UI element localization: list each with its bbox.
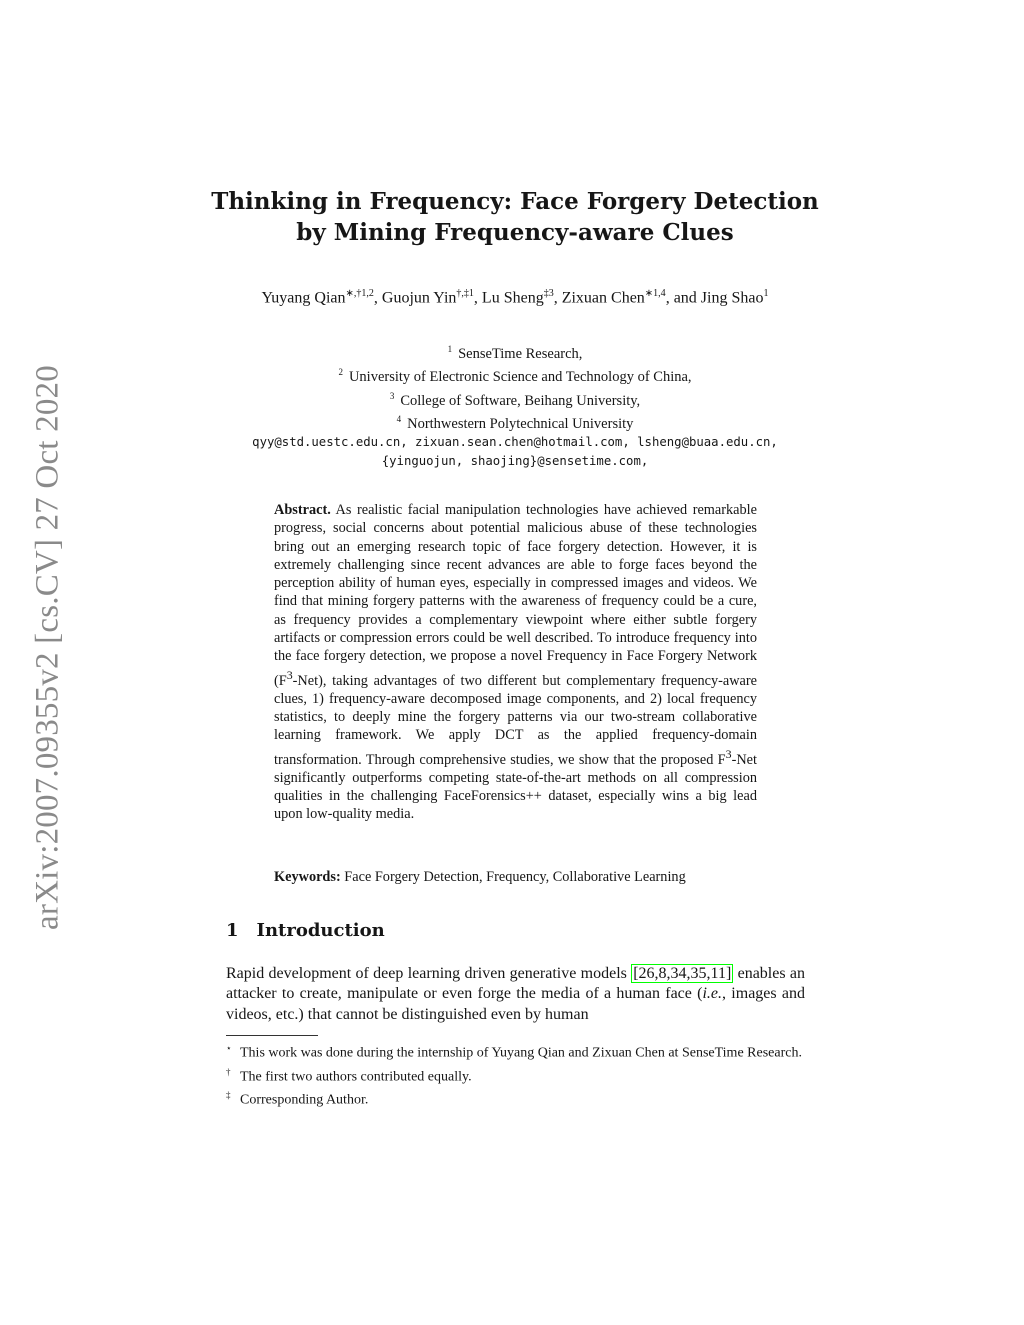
affiliation-line <box>200 410 830 433</box>
footnote <box>226 1039 805 1063</box>
affiliation-number: 4 <box>396 413 402 424</box>
abstract-text: -Net), taking advantages of two different but complementary frequency-aware clues, 1) frequency-aware decomposed image components, and 2) local frequency statistics, to deeply mine the forgery patterns via our two-stream collaborative learning framework. We apply DCT as the applied frequency-domain transformation. Through comprehensive studies, we show that the proposed F <box>274 672 757 768</box>
footnote-text: The first two authors contributed equally. <box>240 1069 472 1085</box>
citation-group: [26,8,34,35,11] <box>633 965 732 982</box>
affiliations <box>200 340 830 470</box>
intro-italic: i.e. <box>702 985 723 1003</box>
paper-title <box>200 186 830 248</box>
author-affil-mark: †,‡1 <box>456 288 474 299</box>
intro-paragraph <box>226 964 805 1025</box>
citation-bracket: [ <box>633 965 639 982</box>
affiliation-line <box>200 340 830 363</box>
author-name: Guojun Yin <box>381 289 457 307</box>
affiliation-number: 3 <box>389 390 395 401</box>
affiliation-number: 1 <box>447 344 453 354</box>
email-line[interactable]: {yinguojun, shaojing}@sensetime.com, <box>381 453 649 468</box>
superscript: 3 <box>286 667 293 682</box>
affiliation-text: SenseTime Research, <box>458 345 583 362</box>
footnote-mark: ‡ <box>226 1090 231 1101</box>
affiliation-text: University of Electronic Science and Technology of China, <box>348 369 692 386</box>
abstract-text: -Net significantly outperforms competing state-of-the-art methods on all compression qualities in the challenging FaceForensics++ dataset, especially wins a big lead upon low-quality media. <box>274 751 757 823</box>
footnote-rule <box>226 1035 318 1036</box>
footnote-mark: ⋆ <box>226 1043 232 1053</box>
affiliation-text: College of Software, Beihang University, <box>400 392 641 409</box>
keywords-label: Keywords: <box>274 869 341 885</box>
author-affil-mark: ‡3 <box>543 288 554 299</box>
citation-link[interactable]: 8 <box>658 965 667 982</box>
author-separator: , <box>373 289 382 307</box>
author-affil-mark: 1 <box>763 288 769 299</box>
keywords <box>274 868 757 886</box>
section-number: 1 <box>226 920 239 941</box>
email-line[interactable]: qyy@std.uestc.edu.cn, zixuan.sean.chen@hotmail.com, lsheng@buaa.edu.cn, <box>252 435 778 450</box>
footnote-text: Corresponding Author. <box>240 1092 369 1108</box>
footnote-text: This work was done during the internship of Yuyang Qian and Zixuan Chen at SenseTime Research. <box>240 1045 802 1061</box>
citation-link[interactable]: 11 <box>710 965 726 982</box>
title-line-2: by Mining Frequency-aware Clues <box>296 219 734 246</box>
footnote <box>226 1086 805 1110</box>
superscript: 3 <box>725 746 732 761</box>
arxiv-identifier: arXiv:2007.09355v2 [cs.CV] 27 Oct 2020 <box>29 365 66 930</box>
author-name: Zixuan Chen <box>561 289 645 307</box>
section-heading <box>226 920 385 941</box>
author-name: Yuyang Qian <box>261 289 346 307</box>
abstract-text: As realistic facial manipulation technologies have achieved remarkable progress, social concerns about potential malicious abuse of these technologies bring out an emerging research topic of face forgery detection. However, it is extremely challenging since recent advances are able to forge faces beyond the perception ability of human eyes, especially in compressed images and videos. We find that mining forgery patterns with the awareness of frequency could be a cure, as frequency provides a complementary viewpoint where either subtle forgery artifacts or compression errors could be well described. To introduce frequency into the face forgery detection, we propose a novel Frequency in Face Forgery Network (F <box>274 502 757 689</box>
keywords-text: Face Forgery Detection, Frequency, Collaborative Learning <box>344 869 686 885</box>
affiliation-line <box>200 363 830 386</box>
intro-text: Rapid development of deep learning driven generative models <box>226 965 632 982</box>
author-name: Jing Shao <box>700 289 764 307</box>
footnote <box>226 1063 805 1087</box>
citation-link[interactable]: 35 <box>690 965 707 982</box>
author-affil-mark: ∗,†1,2 <box>345 288 374 299</box>
citation-bracket: ] <box>725 965 732 982</box>
title-line-1: Thinking in Frequency: Face Forgery Detection <box>211 188 819 215</box>
abstract <box>274 501 757 824</box>
citation-link[interactable]: 34 <box>670 965 687 982</box>
citation-link[interactable]: 26 <box>638 965 655 982</box>
arxiv-sidebar <box>24 350 72 940</box>
abstract-label: Abstract. <box>274 502 331 518</box>
affiliation-line <box>200 387 830 410</box>
affiliation-number: 2 <box>338 367 343 378</box>
author-affil-mark: ∗1,4 <box>644 288 666 299</box>
author-separator: , <box>473 289 482 307</box>
author-separator: , and <box>665 289 701 307</box>
footnotes <box>226 1039 805 1110</box>
section-title: Introduction <box>256 920 385 941</box>
intro-text: enables an attacker to create, manipulate or even forge the media of a human face ( <box>226 965 806 1003</box>
affiliation-text: Northwestern Polytechnical University <box>407 415 634 432</box>
author-separator: , <box>553 289 562 307</box>
intro-text: , images and videos, etc.) that cannot be distinguished even by human <box>226 985 806 1023</box>
author-name: Lu Sheng <box>481 289 544 307</box>
author-list <box>225 284 805 308</box>
footnote-mark: † <box>226 1066 231 1077</box>
